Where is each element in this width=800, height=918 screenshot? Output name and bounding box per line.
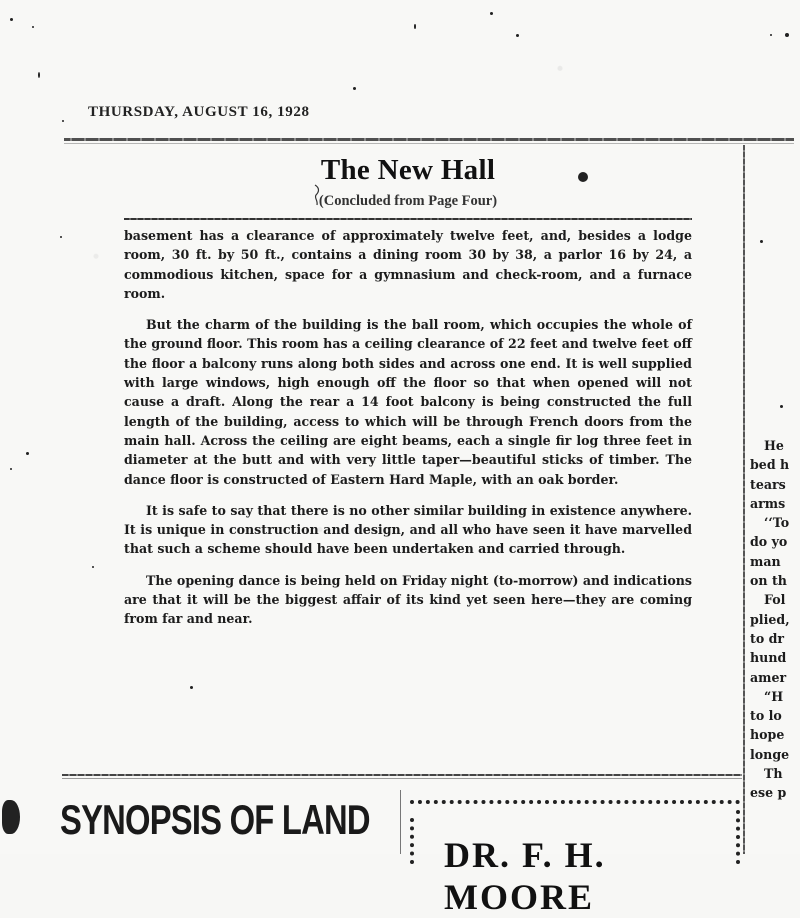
ink-speck xyxy=(60,236,62,238)
column-fragment-line: amer xyxy=(750,669,787,685)
section-rule xyxy=(62,774,742,776)
synopsis-headline: SYNOPSIS OF LAND xyxy=(60,796,370,843)
ink-speck xyxy=(190,686,193,689)
ink-speck xyxy=(26,452,29,455)
ink-speck xyxy=(353,87,356,90)
ad-title: DR. F. H. MOORE xyxy=(444,835,606,917)
article-paragraph: basement has a clearance of approximately twelve feet, and, besides a lodge room, 30 ft. by 50 ft., contains a dining room 30 by 38, a parlor 16 by 24, a commodious kitchen, space for a gymnasium and check-room, and a furnace room. xyxy=(124,228,692,301)
ink-speck xyxy=(92,566,94,568)
column-fragment-line: He xyxy=(764,438,784,453)
ink-speck xyxy=(780,405,783,408)
column-fragment-line: ‘‘To xyxy=(764,515,790,531)
ink-speck xyxy=(770,34,772,36)
column-fragment-line: longe xyxy=(750,746,790,762)
article-paragraph: The opening dance is being held on Friday night (to-morrow) and indications are that it will be the biggest affair of its kind yet seen here—they are coming from far and near. xyxy=(124,572,692,627)
adjacent-column-fragment xyxy=(750,436,800,803)
column-fragment-line: ese p xyxy=(750,785,787,801)
section-rule-thin xyxy=(62,778,742,779)
column-fragment-line: man xyxy=(750,553,781,569)
column-fragment-line: on th xyxy=(750,573,787,589)
ink-speck xyxy=(10,468,12,470)
ink-speck xyxy=(414,24,416,29)
ornament-icon xyxy=(2,800,20,834)
masthead-rule-thin xyxy=(64,143,794,144)
ink-speck xyxy=(760,240,763,243)
ink-speck xyxy=(32,26,34,28)
column-fragment-line: tears xyxy=(750,476,786,492)
dateline: THURSDAY, AUGUST 16, 1928 xyxy=(88,104,310,120)
column-fragment-line: to dr xyxy=(750,630,785,646)
column-divider-bottom xyxy=(400,790,401,854)
headline-rule xyxy=(124,218,692,220)
column-fragment-line: hund xyxy=(750,650,787,666)
column-divider xyxy=(743,145,745,854)
article-subhead: (Concluded from Page Four) xyxy=(318,193,498,209)
column-fragment-line: do yo xyxy=(750,534,788,550)
column-fragment-line: bed h xyxy=(750,457,790,473)
ink-speck xyxy=(10,18,13,21)
column-fragment-line: Fol xyxy=(764,592,786,608)
column-fragment-line: plied, xyxy=(750,611,790,627)
ink-speck xyxy=(516,34,519,37)
article xyxy=(124,148,692,629)
column-fragment-line: Th xyxy=(764,766,783,782)
column-fragment-line: “H xyxy=(764,688,784,704)
column-fragment-line: to lo xyxy=(750,708,782,724)
column-fragment-line: hope xyxy=(750,727,785,743)
ink-speck xyxy=(62,120,64,122)
article-body xyxy=(124,226,692,629)
masthead-rule xyxy=(64,138,794,141)
advertisement-box xyxy=(410,800,740,917)
ad-border-left xyxy=(410,818,414,864)
column-fragment-line: arms xyxy=(750,495,786,511)
article-headline: The New Hall xyxy=(320,154,496,186)
ink-speck xyxy=(490,12,493,15)
ink-speck xyxy=(785,33,789,37)
article-paragraph: But the charm of the building is the ball room, which occupies the whole of the ground floor. This room has a ceiling clearance of 22 feet and twelve feet off the floor a balcony runs along both sides and across one end. It is well supplied with large windows, high enough off the floor so that when opened will not cause a draft. Along the rear a 14 foot balcony is being constructed the full length of the building, access to which will be through French doors from the main hall. Across the ceiling are eight beams, each a single fir log three feet in diameter at the butt and with very little taper—beautiful sticks of timber. The dance floor is constructed of Eastern Hard Maple, with an oak border. xyxy=(124,317,692,487)
ink-speck xyxy=(38,72,40,78)
article-paragraph: It is safe to say that there is no other similar building in existence anywhere. It is unique in construction and design, and all who have seen it have marvelled that such a scheme should have been undertaken and carried through. xyxy=(124,502,692,557)
